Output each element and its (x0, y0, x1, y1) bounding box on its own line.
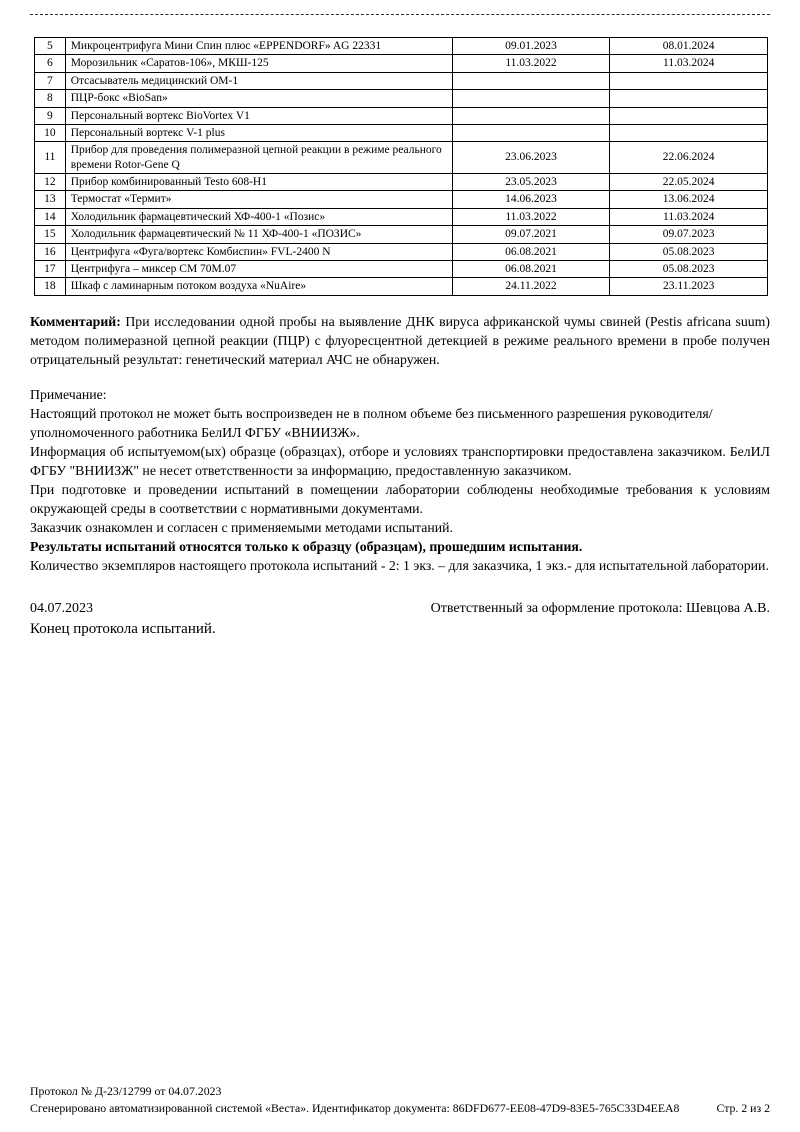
date-to: 22.06.2024 (610, 142, 768, 174)
note-line: Количество экземпляров настоящего протокола испытаний - 2: 1 экз. – для заказчика, 1 экз.- для испытательной лаборатории. (30, 558, 769, 573)
row-number: 14 (35, 208, 66, 225)
date-from: 06.08.2021 (452, 243, 610, 260)
equipment-name: Микроцентрифуга Мини Спин плюс «EPPENDORF» AG 22331 (65, 38, 452, 55)
equipment-name: Морозильник «Саратов-106», МКШ-125 (65, 55, 452, 72)
date-from (452, 107, 610, 124)
table-row (35, 243, 768, 260)
date-to: 05.08.2023 (610, 260, 768, 277)
date-to (610, 107, 768, 124)
date-to: 22.05.2024 (610, 174, 768, 191)
notes-section (30, 385, 770, 575)
date-from (452, 72, 610, 89)
row-number: 17 (35, 260, 66, 277)
date-to: 23.11.2023 (610, 278, 768, 295)
equipment-name: Шкаф с ламинарным потоком воздуха «NuAire» (65, 278, 452, 295)
date-to: 13.06.2024 (610, 191, 768, 208)
date-to: 11.03.2024 (610, 208, 768, 225)
date-to (610, 124, 768, 141)
equipment-name: ПЦР-бокс «BioSan» (65, 90, 452, 107)
equipment-name: Холодильник фармацевтический ХФ-400-1 «Позис» (65, 208, 452, 225)
table-row (35, 72, 768, 89)
note-line: Заказчик ознакомлен и согласен с применяемыми методами испытаний. (30, 519, 453, 535)
row-number: 15 (35, 226, 66, 243)
date-to (610, 90, 768, 107)
date-to: 08.01.2024 (610, 38, 768, 55)
row-number: 12 (35, 174, 66, 191)
comment-paragraph (30, 312, 770, 369)
date-from: 23.06.2023 (452, 142, 610, 174)
footer-protocol-number: Протокол № Д-23/12799 от 04.07.2023 (30, 1083, 222, 1098)
table-row (35, 226, 768, 243)
date-from: 11.03.2022 (452, 208, 610, 225)
date-to: 09.07.2023 (610, 226, 768, 243)
date-to (610, 72, 768, 89)
date-from (452, 90, 610, 107)
page-footer (30, 1083, 770, 1118)
equipment-name: Прибор для проведения полимеразной цепной реакции в режиме реального времени Rotor-Gene Q (65, 142, 452, 174)
end-of-protocol-line: Конец протокола испытаний. (30, 621, 216, 638)
signoff-row (30, 601, 770, 617)
table-row (35, 142, 768, 174)
table-row (35, 260, 768, 277)
row-number: 9 (35, 107, 66, 124)
row-number: 10 (35, 124, 66, 141)
table-row (35, 38, 768, 55)
date-from: 23.05.2023 (452, 174, 610, 191)
row-number: 8 (35, 90, 66, 107)
table-row (35, 55, 768, 72)
date-from: 11.03.2022 (452, 55, 610, 72)
equipment-name: Персональный вортекс V-1 plus (65, 124, 452, 141)
row-number: 13 (35, 191, 66, 208)
date-from: 14.06.2023 (452, 191, 610, 208)
row-number: 7 (35, 72, 66, 89)
equipment-name: Прибор комбинированный Testo 608-Н1 (65, 174, 452, 191)
table-row (35, 208, 768, 225)
note-line: Настоящий протокол не может быть воспроизведен не в полном объеме без письменного разрешения руководителя/уполномоченного работника БелИЛ ФГБУ «ВНИИЗЖ». (30, 405, 713, 440)
footer-page-number: Стр. 2 из 2 (716, 1101, 770, 1116)
note-line: При подготовке и проведении испытаний в помещении лаборатории соблюдены необходимые требования к условиям окружающей среды в соответствии с нормативными документами. (30, 481, 770, 516)
date-from: 24.11.2022 (452, 278, 610, 295)
date-from: 09.07.2021 (452, 226, 610, 243)
equipment-name: Центрифуга – миксер СМ 70М.07 (65, 260, 452, 277)
table-row (35, 90, 768, 107)
row-number: 11 (35, 142, 66, 174)
date-from (452, 124, 610, 141)
date-to: 11.03.2024 (610, 55, 768, 72)
table-row (35, 174, 768, 191)
notes-title: Примечание: (30, 386, 107, 402)
table-row (35, 124, 768, 141)
footer-generated-line: Сгенерировано автоматизированной системой «Веста». Идентификатор документа: 86DFD677-EE08-47D9-83E5-765C33D4EEA8 (30, 1101, 680, 1116)
comment-text: При исследовании одной пробы на выявление ДНК вируса африканской чумы свиней (Pestis africana suum) методом полимеразной цепной реакции (ПЦР) с флуоресцентной детекцией в режиме реального времени в пробе получен отрицательный результат: генетический материал АЧС не обнаружен. (30, 313, 770, 367)
row-number: 16 (35, 243, 66, 260)
row-number: 6 (35, 55, 66, 72)
table-row (35, 191, 768, 208)
date-to: 05.08.2023 (610, 243, 768, 260)
equipment-name: Персональный вортекс BioVortex V1 (65, 107, 452, 124)
row-number: 18 (35, 278, 66, 295)
table-row (35, 278, 768, 295)
comment-label: Комментарий: (30, 313, 121, 329)
date-from: 06.08.2021 (452, 260, 610, 277)
signoff-responsible: Ответственный за оформление протокола: Шевцова А.В. (430, 601, 770, 617)
signoff-date: 04.07.2023 (30, 601, 93, 617)
note-line-bold: Результаты испытаний относятся только к образцу (образцам), прошедшим испытания. (30, 538, 583, 554)
row-number: 5 (35, 38, 66, 55)
date-from: 09.01.2023 (452, 38, 610, 55)
note-line: Информация об испытуемом(ых) образце (образцах), отборе и условиях транспортировки предоставлена заказчиком. БелИЛ ФГБУ "ВНИИЗЖ" не несет ответственности за информацию, предоставленную заказчиком. (30, 443, 770, 478)
equipment-table (34, 37, 768, 296)
top-dashed-rule (30, 14, 770, 15)
equipment-name: Центрифуга «Фуга/вортекс Комбиспин» FVL-2400 N (65, 243, 452, 260)
equipment-name: Отсасыватель медицинский ОМ-1 (65, 72, 452, 89)
equipment-name: Холодильник фармацевтический № 11 ХФ-400-1 «ПОЗИС» (65, 226, 452, 243)
equipment-name: Термостат «Термит» (65, 191, 452, 208)
table-row (35, 107, 768, 124)
